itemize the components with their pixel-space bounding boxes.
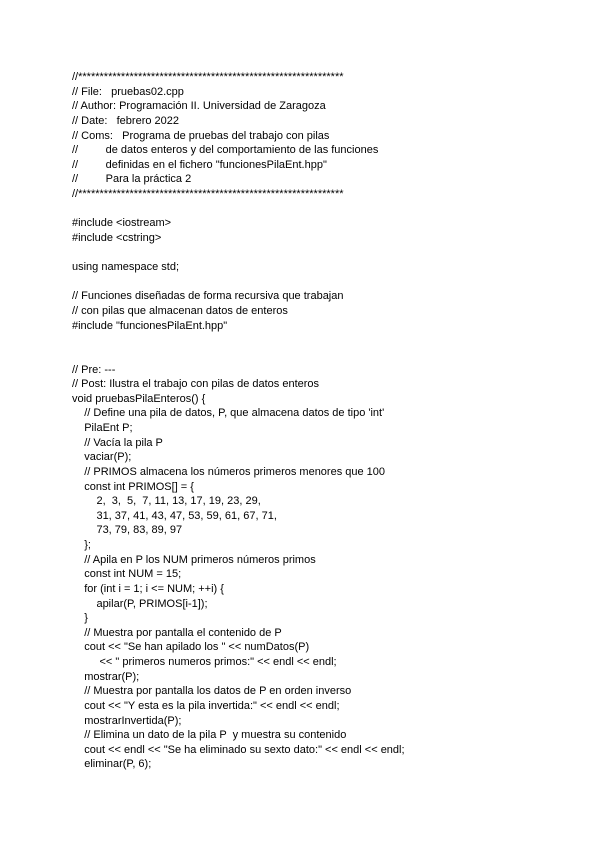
code-line: // PRIMOS almacena los números primeros menores que 100: [72, 465, 386, 478]
code-line: for (int i = 1; i <= NUM; ++i) {: [72, 582, 224, 595]
code-line: [72, 348, 542, 363]
code-line: // Apila en P los NUM primeros números primos: [72, 553, 316, 566]
code-line: vaciar(P);: [72, 451, 132, 464]
code-line: [72, 275, 542, 290]
code-line: cout << "Y esta es la pila invertida:" << endl << endl;: [72, 699, 340, 712]
code-line: }: [72, 612, 88, 625]
code-line: using namespace std;: [72, 261, 180, 274]
code-line: #include <cstring>: [72, 231, 162, 244]
code-line: 31, 37, 41, 43, 47, 53, 59, 61, 67, 71,: [72, 509, 277, 522]
code-line: #include <iostream>: [72, 217, 172, 230]
code-line: };: [72, 539, 91, 551]
code-line: #include "funcionesPilaEnt.hpp": [72, 319, 228, 332]
code-line: // con pilas que almacenan datos de enteros: [72, 305, 288, 317]
code-line: // Define una pila de datos, P, que almacena datos de tipo 'int': [72, 407, 385, 420]
code-line: [72, 333, 542, 348]
source-code-listing: [72, 70, 542, 772]
code-line: cout << endl << "Se ha eliminado su sexto dato:" << endl << endl;: [72, 743, 405, 756]
code-line: // Elimina un dato de la pila P y muestra su contenido: [72, 729, 347, 742]
code-line: 2, 3, 5, 7, 11, 13, 17, 19, 23, 29,: [72, 495, 261, 508]
code-line: // Post: Ilustra el trabajo con pilas de datos enteros: [72, 378, 320, 391]
code-line: << " primeros numeros primos:" << endl << endl;: [72, 656, 337, 668]
code-line: // Coms: Programa de pruebas del trabajo con pilas: [72, 129, 330, 142]
code-line: //**************************************************************: [72, 188, 344, 200]
code-line: // de datos enteros y del comportamiento de las funciones: [72, 144, 379, 157]
code-line: mostrarInvertida(P);: [72, 714, 182, 727]
code-line: // File: pruebas02.cpp: [72, 85, 184, 98]
code-line: apilar(P, PRIMOS[i-1]);: [72, 597, 208, 610]
code-line: // Muestra por pantalla los datos de P en orden inverso: [72, 685, 352, 698]
code-line: // Date: febrero 2022: [72, 114, 180, 127]
code-line: // Vacía la pila P: [72, 436, 163, 449]
code-line: mostrar(P);: [72, 670, 140, 683]
code-line: //**************************************************************: [72, 71, 344, 83]
code-line: const int PRIMOS[] = {: [72, 480, 194, 493]
code-line: // Funciones diseñadas de forma recursiva que trabajan: [72, 290, 344, 303]
code-line: // definidas en el fichero "funcionesPilaEnt.hpp": [72, 158, 327, 171]
code-line: void pruebasPilaEnteros() {: [72, 392, 206, 405]
code-line: cout << "Se han apilado los " << numDatos(P): [72, 641, 310, 654]
code-line: PilaEnt P;: [72, 422, 133, 434]
code-line: // Author: Programación II. Universidad de Zaragoza: [72, 100, 326, 113]
code-line: // Pre: ---: [72, 363, 116, 376]
code-line: 73, 79, 83, 89, 97: [72, 524, 183, 537]
code-line: eliminar(P, 6);: [72, 758, 152, 771]
code-line: [72, 202, 542, 217]
code-line: const int NUM = 15;: [72, 568, 182, 581]
code-line: [72, 246, 542, 261]
code-line: // Muestra por pantalla el contenido de P: [72, 626, 282, 639]
code-line: // Para la práctica 2: [72, 173, 192, 186]
